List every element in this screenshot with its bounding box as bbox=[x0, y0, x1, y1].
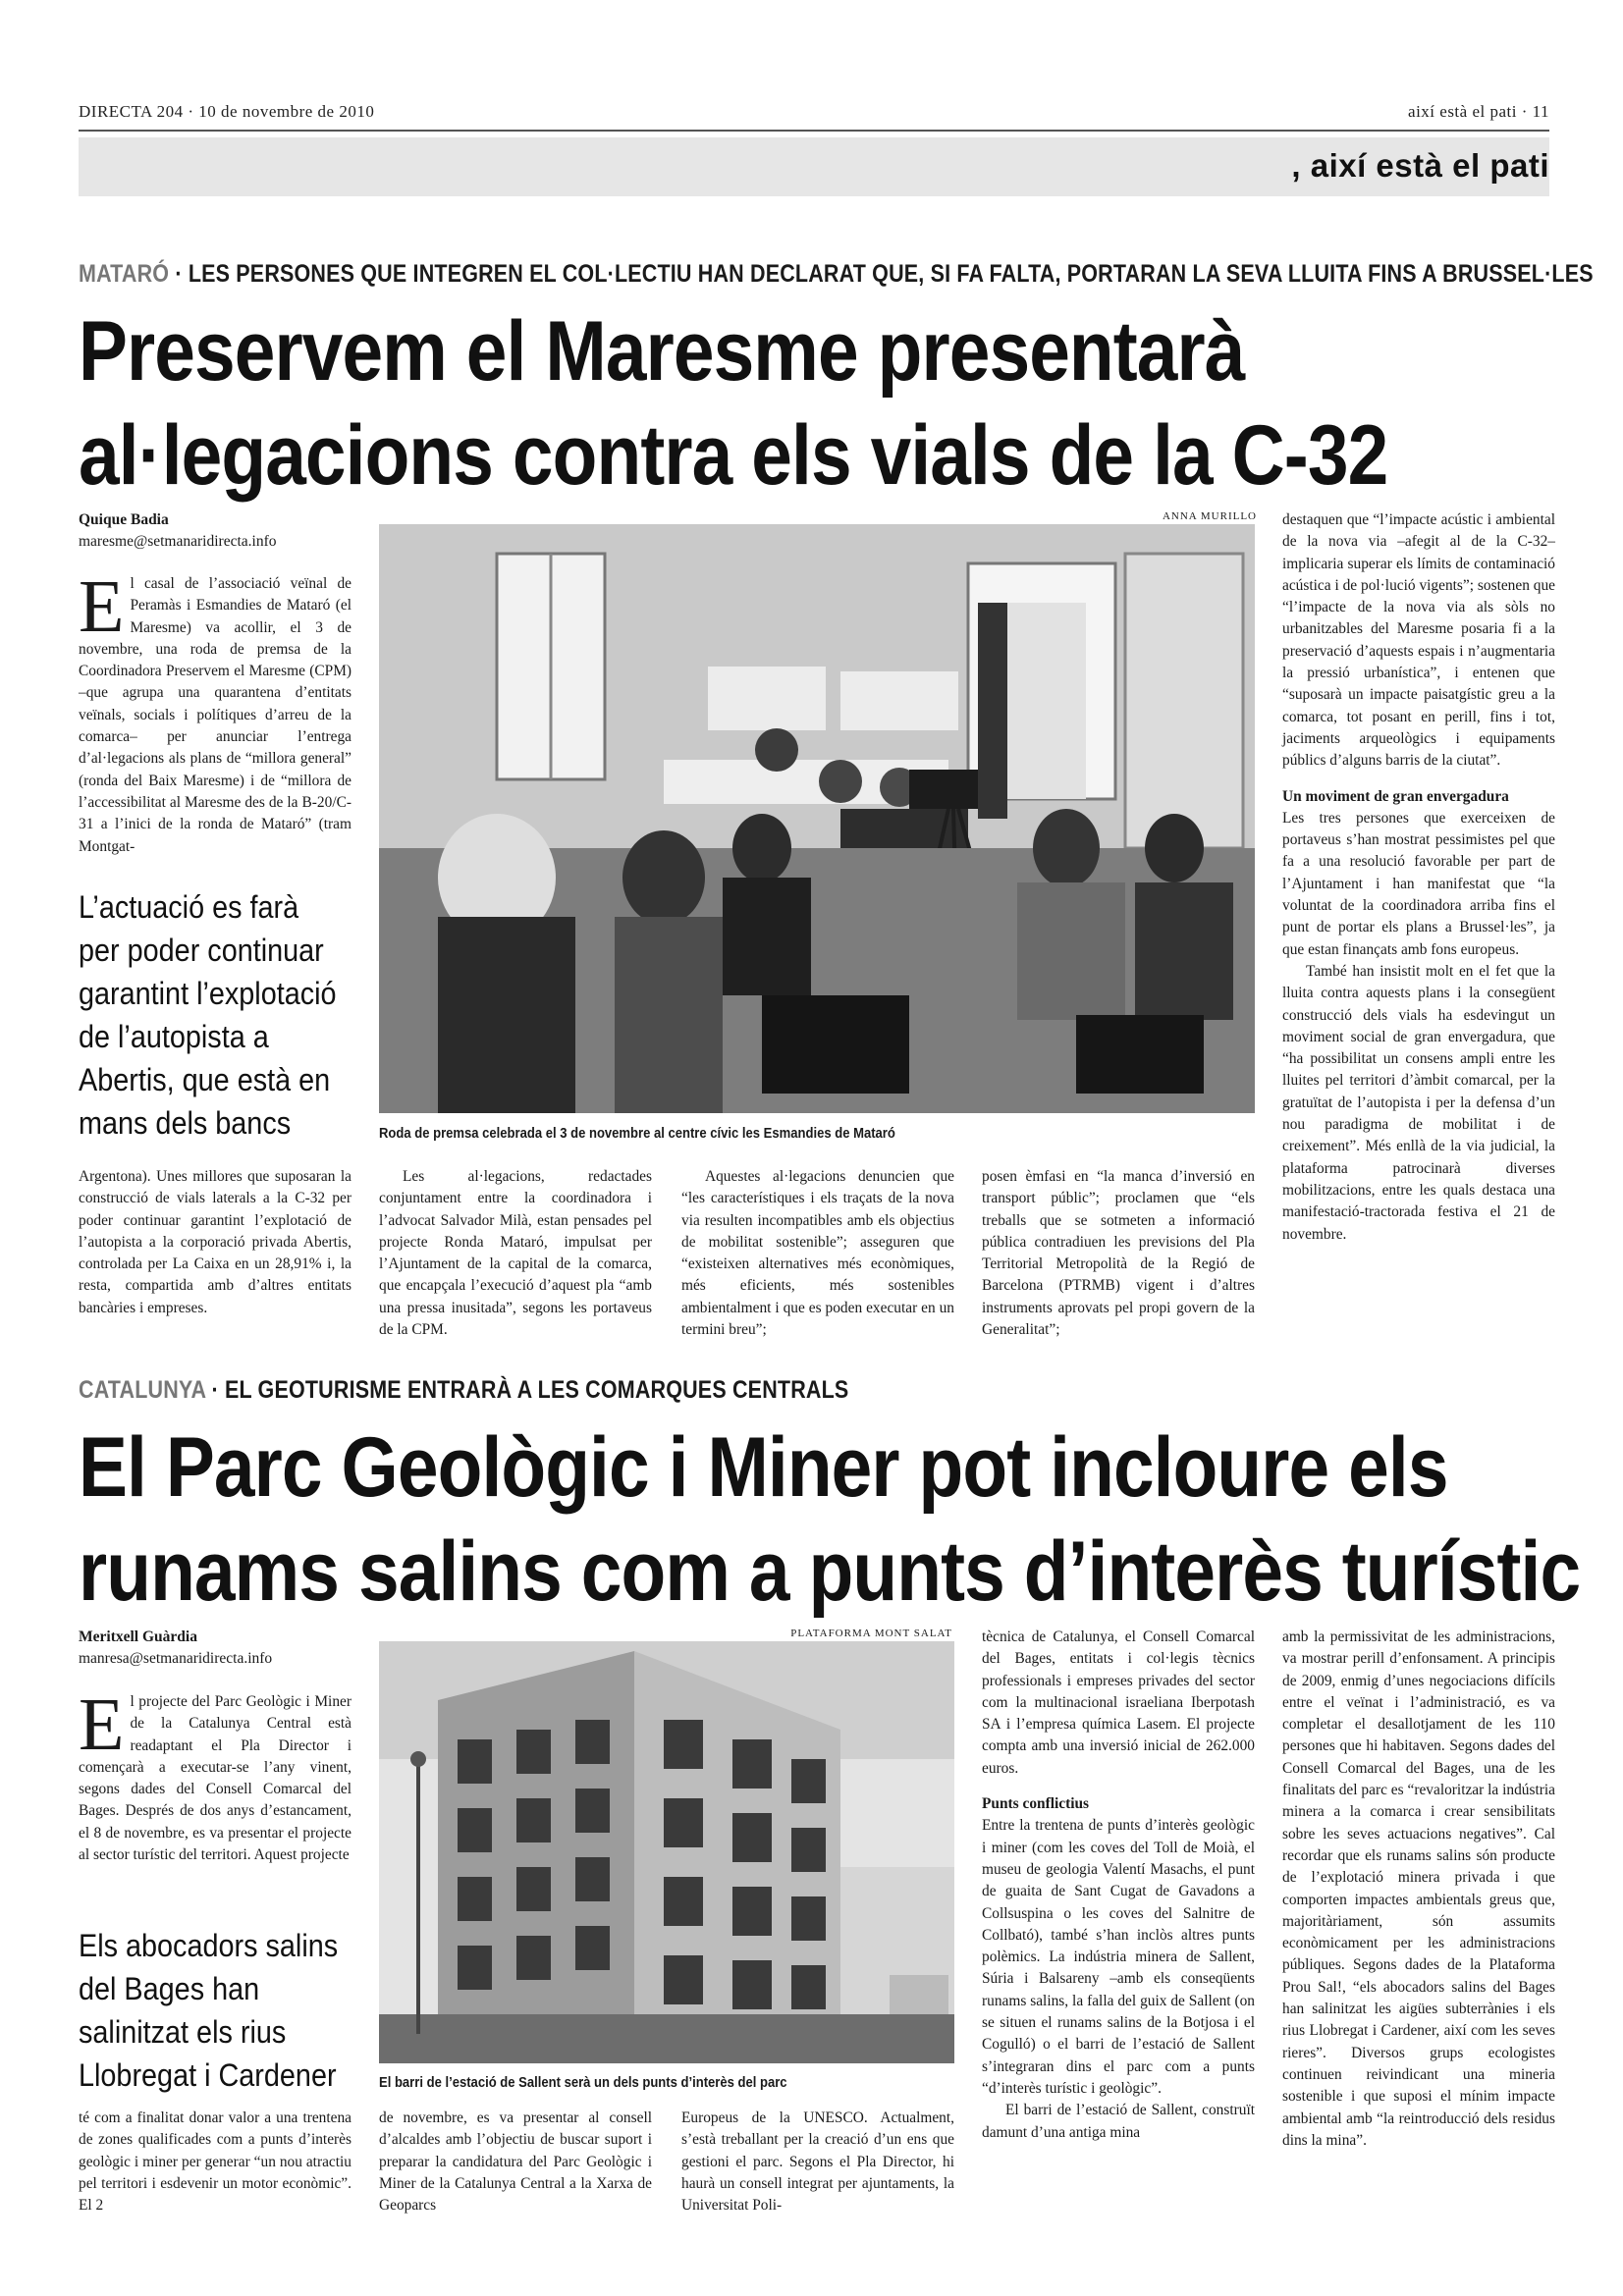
article2-col1 bbox=[79, 1683, 352, 1866]
article1-pullquote: L’actuació es farà per poder continuar garantint l’explotació de l’autopista a Abertis, que està en mans dels bancs bbox=[79, 889, 337, 1141]
article1-photo-credit: ANNA MURILLO bbox=[1162, 510, 1257, 522]
article1-col3-text: Aquestes al·legacions denuncien que “les característiques i els traçats de la nova via resulten incompatibles amb els objectius de mobilitat sostenible”; asseguren que “existeixen alternatives més econòmiques, més eficients, més sostenibles ambientalment i que es poden executar en un termini breu”; bbox=[681, 1168, 954, 1339]
article1-col2-text: Les al·legacions, redactades conjuntament entre la coordinadora i l’advocat Salvador Milà, estan pensades pel projecte Ronda Mataró, impulsat per l’Ajuntament de la capital de la comarca, que encapçala l’execució d’aquest pla “amb una pressa inusitada”, segons les portaveus de la CPM. bbox=[379, 1168, 652, 1339]
article1-headline bbox=[79, 299, 1387, 507]
article2-kicker bbox=[79, 1376, 848, 1405]
section-band bbox=[79, 137, 1549, 196]
article2-author: Meritxell Guàrdia bbox=[79, 1629, 197, 1645]
article1-photo bbox=[379, 524, 1255, 1113]
article2-byline bbox=[79, 1627, 363, 1670]
article1-col3 bbox=[681, 1166, 954, 1341]
section-title: , així està el pati bbox=[1291, 147, 1549, 184]
article2-photo bbox=[379, 1641, 954, 2063]
press-conference-image bbox=[379, 524, 1255, 1113]
article2-pullquote: Els abocadors salins del Bages han salinitzat els rius Llobregat i Cardener bbox=[79, 1928, 339, 2093]
article1-col5-subhead: Un moviment de gran envergadura bbox=[1282, 787, 1509, 805]
article2-col5 bbox=[1282, 1627, 1555, 2152]
article2-col4 bbox=[982, 1627, 1255, 2144]
article1-col5-p2: Les tres persones que exerceixen de portaveus s’han mostrat pessimistes pel que fa a una resolució favorable per part de l’Ajuntament i han manifestat que “la voluntat de la coordinadora arriba fins el punt de portar els plans a Brussel·les”, ja que estan finançats amb fons europeus. bbox=[1282, 809, 1555, 958]
article1-kicker bbox=[79, 260, 1594, 289]
article1-headline-line2: al·legacions contra els vials de la C-32 bbox=[79, 408, 1388, 503]
article1-col4-text: posen èmfasi en “la manca d’inversió en transport públic”; proclamen que “els treballs que se sotmeten a informació pública contradiuen les previsions del Pla Territorial Metropolità de la Regió de Barcelona (PTRMB) vigent i d’altres instruments aprovats pel propi govern de la Generalitat”; bbox=[982, 1168, 1255, 1339]
article1-author: Quique Badia bbox=[79, 511, 169, 528]
article2-col4-p2: Entre la trentena de punts d’interès geològic i miner (com les coves del Toll de Moià, el museu de geologia Valentí Masachs, el punt de guaita de Sant Cugat de Gavadons a Collsuspina o les coves del Salnitre de Collbató), també s’han inclòs altres punts polèmics. La indústria minera de Sallent, Súria i Balsareny –amb els conseqüents runams salins, la falla del guix de Sallent (on se situen el runams salins de la Botjosa i el Cogulló) o el barri de l’estació de Sallent s’integraran dins el parc com a punts “d’interès turístic i geològic”. bbox=[982, 1817, 1255, 2097]
article2-col1-text: l projecte del Parc Geològic i Miner de la Catalunya Central està readaptant el Pla Director i començarà a executar-se l’any vinent, segons dades del Consell Comarcal del Bages. Després de dos anys d’estancament, el 8 de novembre, es va presentar el projecte al sector turístic del territori. Aquest projecte bbox=[79, 1693, 352, 1864]
article1-col1 bbox=[79, 565, 352, 858]
article1-kicker-place: MATARÓ bbox=[79, 260, 170, 288]
article1-col5-p1: destaquen que “l’impacte acústic i ambiental de la nova via –afegit al de la C-32– implicaria superar els límits de contaminació acústica i de pol·lució vigents”; sostenen que “l’impacte de la nova via als sòls no urbanitzables del Maresme posaria fi a la preservació d’aquests espais i n’augmentaria la pressió urbanística”, i entenen que “suposarà un impacte paisatgístic greu a la comarca, tot posant en perill, fins i tot, jaciments arqueològics i equipaments públics d’alguns barris de la ciutat”. bbox=[1282, 511, 1555, 770]
article1-col5 bbox=[1282, 509, 1555, 1246]
article1-photo-caption: Roda de premsa celebrada el 3 de novembre al centre cívic les Esmandies de Mataró bbox=[379, 1126, 895, 1142]
article1-byline bbox=[79, 509, 363, 553]
article1-col5-p3: També han insistit molt en el fet que la lluita contra aquests plans i la consegüent construcció dels vials ha esdevingut un moviment social de gran envergadura, que “ha possibilitat un consens ampli entre les lluites pel territori d’àmbit comarcal, per la gratuïtat de l’autopista i per la defensa d’un nou paradigma de mobilitat i de creixement”. Més enllà de la via judicial, la plataforma patrocinarà diverses mobilitzacions, entre les quals destaca una manifestació-tractorada festiva el 21 de novembre. bbox=[1282, 962, 1555, 1243]
article2-email[interactable]: manresa@setmanaridirecta.info bbox=[79, 1650, 273, 1667]
article1-dropcap: E bbox=[79, 565, 125, 648]
header-rule bbox=[79, 130, 1549, 132]
article1-col1-bottom: Argentona). Unes millores que suposaran la construcció de vials laterals a la C-32 per poder continuar garantint l’explotació de l’autopista a la corporació privada Abertis, controlada per La Caixa en un 28,91% i, la resta, compartida amb d’altres entitats bancàries i empreses. bbox=[79, 1168, 352, 1316]
folio-right: així està el pati · 11 bbox=[1408, 102, 1549, 121]
article2-headline bbox=[79, 1415, 1580, 1624]
article2-kicker-place: CATALUNYA bbox=[79, 1376, 206, 1404]
article1-headline-line1: Preservem el Maresme presentarà bbox=[79, 304, 1245, 399]
article2-headline-line2: runams salins com a punts d’interès turístic bbox=[79, 1524, 1581, 1619]
article2-kicker-text: · EL GEOTURISME ENTRARÀ A LES COMARQUES CENTRALS bbox=[205, 1376, 849, 1404]
article1-col4 bbox=[982, 1166, 1255, 1341]
article2-photo-caption: El barri de l’estació de Sallent serà un dels punts d’interès del parc bbox=[379, 2075, 787, 2091]
article1-col1-text: l casal de l’associació veïnal de Peramàs i Esmandies de Mataró (el Maresme) va acollir, el 3 de novembre, una roda de premsa de la Coordinadora Preservem el Maresme (CPM) –que agrupa una quarantena d’entitats veïnals, socials i polítiques d’arreu de la comarca– per anunciar l’entrega d’al·legacions als plans de “millora general” (ronda del Baix Maresme) i de “millora de l’accessibilitat al Maresme des de la B-20/C-31 a l’inici de la ronda de Mataró” (tram Montgat- bbox=[79, 575, 352, 855]
article2-dropcap: E bbox=[79, 1683, 125, 1766]
article1-kicker-text: · LES PERSONES QUE INTEGREN EL COL·LECTIU HAN DECLARAT QUE, SI FA FALTA, PORTARAN LA SEVA LLUITA FINS A BRUSSEL·LES bbox=[169, 260, 1594, 288]
article2-col1-bottom: té com a finalitat donar valor a una trentena de zones qualificades com a punts d’interès geològic i miner per generar “un nou atractiu pel territori i esdevenir un motor econòmic”. El 2 bbox=[79, 2109, 352, 2215]
folio-left: DIRECTA 204 · 10 de novembre de 2010 bbox=[79, 102, 375, 121]
article2-col2: de novembre, es va presentar al consell d’alcaldes amb l’objectiu de buscar suport i preparar la candidatura del Parc Geològic i Miner de la Catalunya Central a la Xarxa de Geoparcs bbox=[379, 2109, 652, 2215]
article2-headline-line1: El Parc Geològic i Miner pot incloure els bbox=[79, 1420, 1448, 1515]
article1-email[interactable]: maresme@setmanaridirecta.info bbox=[79, 533, 277, 550]
article2-col4-subhead: Punts conflictius bbox=[982, 1795, 1090, 1813]
article2-col3: Europeus de la UNESCO. Actualment, s’està treballant per la creació d’un ens que gestioni el parc. Segons el Pla Director, hi haurà un consell integrat per ajuntaments, la Universitat Poli- bbox=[681, 2109, 954, 2215]
article2-col4-p1: tècnica de Catalunya, el Consell Comarcal del Bages, entitats i col·legis tècnics professionals i empreses privades del sector com la multinacional israeliana Iberpotash SA i l’empresa química Lasem. El projecte compta amb una inversió inicial de 262.000 euros. bbox=[982, 1629, 1255, 1777]
building-image bbox=[379, 1641, 954, 2063]
article2-photo-credit: PLATAFORMA MONT SALAT bbox=[790, 1628, 952, 1639]
article2-col4-p3: El barri de l’estació de Sallent, construït damunt d’una antiga mina bbox=[982, 2102, 1255, 2141]
article1-col2 bbox=[379, 1166, 652, 1341]
article2-col5-text: amb la permissivitat de les administracions, va mostrar perill d’enfonsament. A principis de 2009, enmig d’unes negociacions difícils entre el veïnat i l’administració, es va completar el desallotjament de les 110 persones que hi habitaven. Segons dades del Consell Comarcal del Bages, una de les finalitats del parc es “revaloritzar la indústria minera a la comarca i crear sensibilitats sobre les seves actuacions negatives”. Cal recordar que els runams salins són producte de l’explotació minera privada i que comporten impactes ambientals greus que, majoritàriament, són assumits econòmicament per les administracions públiques. Segons dades de la Plataforma Prou Sal!, “els abocadors salins del Bages han salinitzat les aigües subterrànies i els rius Llobregat i Cardener, així com les seves rieres”. Diversos grups ecologistes continuen reivindicant una mineria sostenible i que suposi el mínim impacte ambiental amb “la reintroducció dels residus dins la mina”. bbox=[1282, 1629, 1555, 2149]
